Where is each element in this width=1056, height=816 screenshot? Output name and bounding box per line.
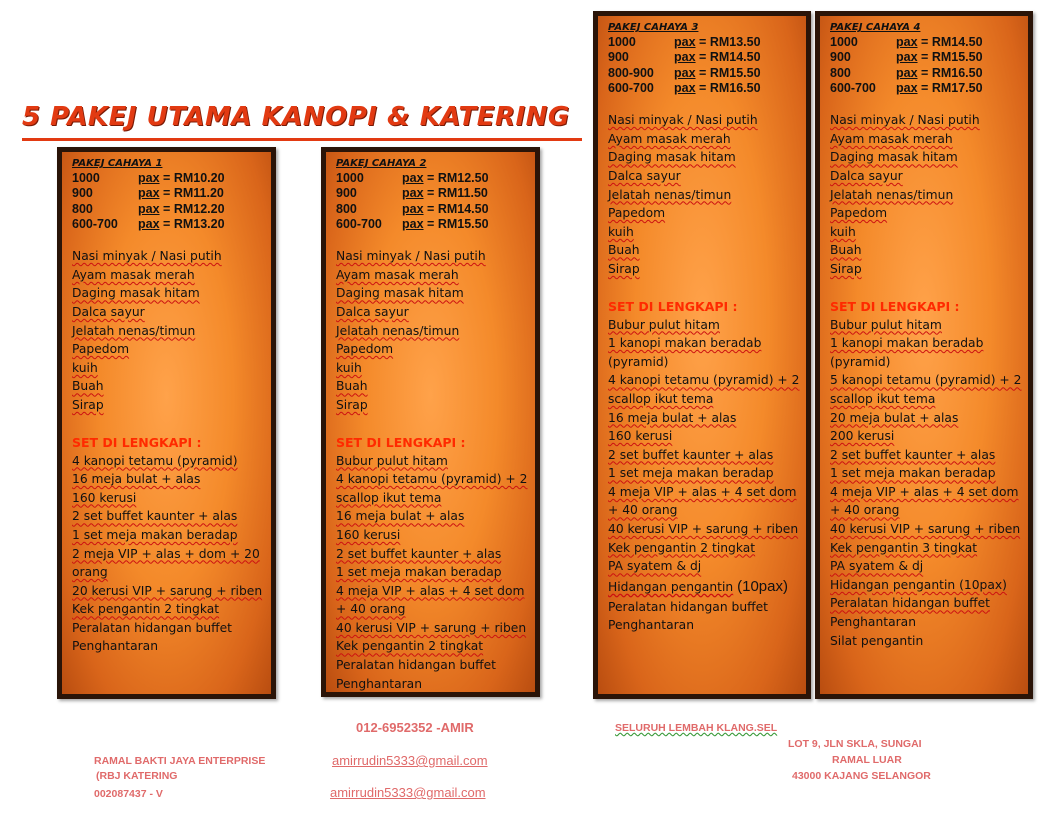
set-item: 2 meja VIP + alas + dom + 20 [72,546,260,561]
set-list [608,316,798,636]
set-item: 1 set meja makan beradap [608,466,774,481]
service-area: SELURUH LEMBAH KLANG.SEL [615,722,778,734]
menu-item: Jelatah nenas/timun [336,323,460,338]
price-list [830,35,1020,96]
company-name: RAMAL BAKTI JAYA ENTERPRISE [94,755,266,767]
set-item: Kek pengantin 2 tingkat [72,602,220,617]
menu-item: Daging masak hitam [336,286,464,301]
company-reg: 002087437 - V [94,788,163,800]
set-item: 1 set meja makan beradap [336,565,502,580]
price-list [608,35,798,96]
set-item: 40 kerusi VIP + sarung + riben [336,620,527,635]
set-item: 2 set buffet kaunter + alas [608,447,774,462]
address-line-3: 43000 KAJANG SELANGOR [792,770,931,782]
price-row: 1000 pax = RM12.50 [336,171,489,185]
price-row: 800-900 pax = RM15.50 [608,65,761,80]
price-row: 600-700 pax = RM15.50 [336,216,489,231]
set-item: Hidangan pengantin (10pax) [830,577,1007,592]
set-item: orang [72,565,108,580]
menu-item: Nasi minyak / Nasi putih [336,249,486,264]
price-row: 1000 pax = RM10.20 [72,171,225,185]
set-item: Penghantaran [336,676,423,691]
menu-list [72,247,263,414]
set-item: Bubur pulut hitam [608,317,720,332]
menu-item: Buah [72,379,104,394]
set-item: + 40 orang [830,503,900,518]
price-row: 1000 pax = RM13.50 [608,35,761,49]
set-item: 4 kanopi tetamu (pyramid) + 2 [336,472,528,487]
package-name: PAKEJ CAHAYA 4 [830,22,921,33]
set-item: 1 kanopi makan beradab [608,336,762,351]
set-list [336,452,527,694]
package-name: PAKEJ CAHAYA 1 [72,158,163,169]
price-row: 900 pax = RM11.20 [72,186,224,201]
menu-item: kuih [72,360,98,375]
set-item: 2 set buffet kaunter + alas [336,546,502,561]
company-subname: (RBJ KATERING [96,770,178,782]
set-item: Kek pengantin 2 tingkat [336,639,484,654]
menu-item: Buah [608,243,640,258]
set-item: 4 meja VIP + alas + 4 set dom [336,583,525,598]
set-item-hidangan: Hidangan pengantin (10pax) [608,577,788,595]
menu-item: Nasi minyak / Nasi putih [608,113,758,128]
menu-item: Sirap [830,261,862,276]
package-card-4 [815,11,1033,699]
email-link-2[interactable]: amirrudin5333@gmail.com [330,785,486,800]
set-item: scallop ikut tema [608,391,714,406]
menu-item: Dalca sayur [608,168,681,183]
set-item: Bubur pulut hitam [336,453,448,468]
set-item: Penghantaran [608,618,695,633]
page-title: 5 PAKEJ UTAMA KANOPI & KATERING [22,102,570,132]
menu-item: Dalca sayur [72,304,145,319]
set-heading: SET DI LENGKAPI : [608,298,738,314]
set-item: Kek pengantin 2 tingkat [608,540,756,555]
address-line-1: LOT 9, JLN SKLA, SUNGAI [788,738,922,750]
set-item: 4 meja VIP + alas + 4 set dom [608,484,797,499]
menu-item: Daging masak hitam [72,286,200,301]
set-item: PA syatem & dj [608,559,702,574]
set-item: 20 meja bulat + alas [830,410,959,425]
package-name: PAKEJ CAHAYA 2 [336,158,427,169]
set-item: Silat pengantin [830,633,924,648]
menu-item: Jelatah nenas/timun [830,187,954,202]
title-underline [22,138,582,141]
address-line-2: RAMAL LUAR [832,754,902,766]
set-item: 2 set buffet kaunter + alas [830,447,996,462]
set-item: Bubur pulut hitam [830,317,942,332]
set-item: 160 kerusi [336,527,401,542]
price-row: 1000 pax = RM14.50 [830,35,983,49]
set-item: PA syatem & dj [830,559,924,574]
package-card-1 [57,147,276,699]
menu-item: Papedom [336,342,394,357]
menu-item: kuih [336,360,362,375]
menu-item: Buah [336,379,368,394]
set-item: 160 kerusi [608,429,673,444]
set-item: Penghantaran [72,639,159,654]
menu-list [336,247,527,414]
price-row: 900 pax = RM11.50 [336,186,488,201]
package-name: PAKEJ CAHAYA 3 [608,22,699,33]
price-row: 900 pax = RM15.50 [830,50,983,65]
set-item: scallop ikut tema [830,391,936,406]
package-card-2 [321,147,540,697]
set-item: Peralatan hidangan buffet [336,658,496,673]
menu-item: Sirap [336,397,368,412]
menu-item: Dalca sayur [830,168,903,183]
set-item: 4 meja VIP + alas + 4 set dom [830,484,1019,499]
menu-item: Nasi minyak / Nasi putih [72,249,222,264]
set-item: scallop ikut tema [336,490,442,505]
set-heading: SET DI LENGKAPI : [72,434,202,450]
menu-item: Papedom [72,342,130,357]
email-link-1[interactable]: amirrudin5333@gmail.com [332,753,488,768]
price-row: 600-700 pax = RM17.50 [830,80,983,95]
menu-item: Buah [830,243,862,258]
menu-item: Jelatah nenas/timun [608,187,732,202]
set-item: 160 kerusi [72,490,137,505]
menu-item: kuih [830,224,856,239]
set-item: (pyramid) [830,354,891,369]
menu-item: kuih [608,224,634,239]
set-item: 16 meja bulat + alas [608,410,737,425]
set-item: + 40 orang [336,602,406,617]
set-item: 16 meja bulat + alas [336,509,465,524]
set-item: 20 kerusi VIP + sarung + riben [72,583,263,598]
price-list [336,171,527,232]
price-row: 900 pax = RM14.50 [608,50,761,65]
set-item: Peralatan hidangan buffet [72,620,232,635]
menu-list [830,111,1020,278]
menu-item: Ayam masak merah [830,131,953,146]
set-item: Penghantaran [830,615,917,630]
set-item: 40 kerusi VIP + sarung + riben [608,522,799,537]
price-row: 800 pax = RM14.50 [336,201,489,216]
package-card-3 [593,11,811,699]
price-row: 800 pax = RM12.20 [72,201,225,216]
set-list [72,452,263,657]
set-item: (pyramid) [608,354,669,369]
menu-item: Ayam masak merah [608,131,731,146]
set-item: Kek pengantin 3 tingkat [830,540,978,555]
set-item: 5 kanopi tetamu (pyramid) + 2 [830,373,1022,388]
phone-number: 012-6952352 -AMIR [356,720,474,735]
menu-item: Papedom [608,206,666,221]
price-list [72,171,263,232]
menu-item: Papedom [830,206,888,221]
menu-item: Ayam masak merah [336,267,459,282]
set-heading: SET DI LENGKAPI : [830,298,960,314]
set-item: 1 set meja makan beradap [72,527,238,542]
set-item: 16 meja bulat + alas [72,472,201,487]
set-item: 200 kerusi [830,429,895,444]
menu-item: Daging masak hitam [830,150,958,165]
set-item: 4 kanopi tetamu (pyramid) [72,453,238,468]
set-item: 4 kanopi tetamu (pyramid) + 2 [608,373,800,388]
set-item: 1 set meja makan beradap [830,466,996,481]
price-row: 600-700 pax = RM13.20 [72,216,225,231]
menu-item: Sirap [608,261,640,276]
menu-item: Nasi minyak / Nasi putih [830,113,980,128]
price-row: 800 pax = RM16.50 [830,65,983,80]
set-item: 2 set buffet kaunter + alas [72,509,238,524]
price-row: 600-700 pax = RM16.50 [608,80,761,95]
menu-item: Dalca sayur [336,304,409,319]
set-item: Peralatan hidangan buffet [830,596,990,611]
set-list [830,316,1020,651]
menu-list [608,111,798,278]
set-item: 1 kanopi makan beradab [830,336,984,351]
set-item: + 40 orang [608,503,678,518]
set-item: Peralatan hidangan buffet [608,599,768,614]
set-heading: SET DI LENGKAPI : [336,434,466,450]
set-item: 40 kerusi VIP + sarung + riben [830,522,1021,537]
menu-item: Sirap [72,397,104,412]
menu-item: Jelatah nenas/timun [72,323,196,338]
menu-item: Daging masak hitam [608,150,736,165]
menu-item: Ayam masak merah [72,267,195,282]
